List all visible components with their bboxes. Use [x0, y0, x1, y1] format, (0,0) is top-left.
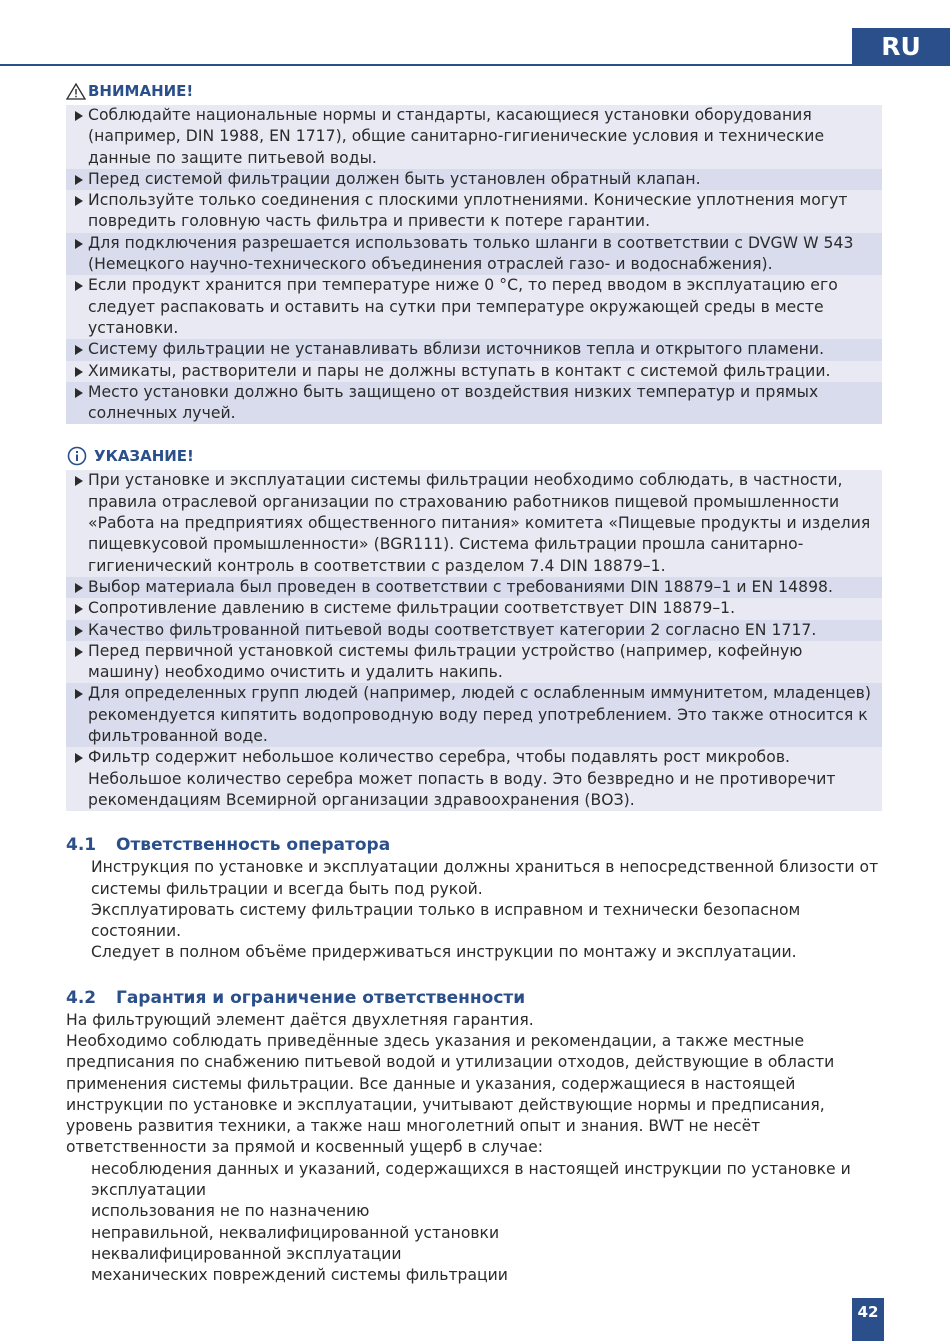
warning-heading — [66, 79, 882, 103]
note-box — [66, 470, 882, 811]
bullet-arrow-icon — [75, 239, 83, 249]
note-item — [66, 470, 882, 576]
warning-item — [66, 233, 882, 276]
bullet-arrow-icon — [75, 647, 83, 657]
page-content — [66, 79, 882, 1287]
bullet-arrow-icon — [75, 388, 83, 398]
liability-case: использования не по назначению — [91, 1202, 370, 1221]
note-item — [66, 683, 882, 747]
warranty-paragraph: На фильтрующий элемент даётся двухлетняя гарантия. — [66, 1010, 534, 1029]
note-item-text: Для определенных групп людей (например, людей с ослабленным иммунитетом, младенцев) рекомендуется кипятить водопроводную воду перед употреблением. Это также относится к фильтрованной воде. — [88, 684, 872, 746]
section-number: 4.2 — [66, 987, 97, 1008]
note-item — [66, 641, 882, 684]
warning-item — [66, 169, 882, 190]
bullet-arrow-icon — [75, 345, 83, 355]
bullet-arrow-icon — [75, 753, 83, 763]
section-4-1-line: Эксплуатировать систему фильтрации только в исправном и технически безопасном состоянии. — [91, 900, 801, 941]
warning-item — [66, 382, 882, 425]
page-number: 42 — [852, 1298, 884, 1341]
bullet-arrow-icon — [75, 604, 83, 614]
header-rule — [0, 64, 852, 66]
bullet-arrow-icon — [75, 196, 83, 206]
section-4-1-heading — [66, 833, 882, 857]
warning-item-text: Систему фильтрации не устанавливать вблизи источников тепла и открытого пламени. — [88, 340, 825, 359]
warning-item — [66, 339, 882, 360]
bullet-arrow-icon — [75, 476, 83, 486]
section-title: Ответственность оператора — [116, 835, 391, 856]
note-item-text: При установке и эксплуатации системы фильтрации необходимо соблюдать, в частности, правила отраслевой организации по страхованию работников пищевой промышленности «Работа на предприятиях общественного питания» комитета «Пищевые продукты и изделия пищевкусовой промышленности» (BGR111). Система фильтрации прошла санитарно-гигиенический контроль в соответствии с разделом 7.4 DIN 18879–1. — [88, 471, 871, 575]
section-number: 4.1 — [66, 835, 97, 856]
note-item — [66, 598, 882, 619]
warning-item — [66, 361, 882, 382]
bullet-arrow-icon — [75, 281, 83, 291]
warning-item-text: Соблюдайте национальные нормы и стандарты, касающиеся установки оборудования (например, DIN 1988, EN 1717), общие санитарно-гигиенические условия и технические данные по защите питьевой воды. — [88, 106, 825, 167]
section-title: Гарантия и ограничение ответственности — [116, 987, 526, 1008]
warning-item — [66, 190, 882, 233]
warning-box — [66, 105, 882, 424]
note-heading — [66, 444, 882, 468]
info-circle-icon — [66, 446, 92, 466]
warning-item-text: Место установки должно быть защищено от воздействия низких температур и прямых солнечных лучей. — [88, 382, 819, 423]
bullet-arrow-icon — [75, 175, 83, 185]
warning-item-text: Химикаты, растворители и пары не должны вступать в контакт с системой фильтрации. — [88, 361, 831, 380]
liability-paragraph: Необходимо соблюдать приведённые здесь указания и рекомендации, а также местные предписания по снабжению питьевой водой и утилизации отходов, действующие в области применения системы фильтрации. Все данные и указания, содержащиеся в настоящей инструкции по установке и эксплуатации, учитывают действующие нормы и предписания, уровень развития техники, а также наш многолетний опыт и знания. BWT не несёт ответственности за прямой и косвенный ущерб в случае: — [66, 1031, 835, 1157]
note-item — [66, 620, 882, 641]
warning-item-text: Перед системой фильтрации должен быть установлен обратный клапан. — [88, 169, 701, 188]
note-title: УКАЗАНИЕ! — [94, 447, 194, 466]
note-item — [66, 747, 882, 811]
warning-item — [66, 275, 882, 339]
warning-title: ВНИМАНИЕ! — [88, 82, 194, 100]
bullet-arrow-icon — [75, 367, 83, 377]
warning-triangle-icon — [66, 83, 86, 100]
note-item-text: Перед первичной установкой системы фильтрации устройство (например, кофейную машину) необходимо очистить и удалить накипь. — [88, 641, 803, 682]
note-item-text: Сопротивление давлению в системе фильтрации соответствует DIN 18879–1. — [88, 599, 736, 618]
bullet-arrow-icon — [75, 626, 83, 636]
bullet-arrow-icon — [75, 111, 83, 121]
warning-item — [66, 105, 882, 169]
liability-case: неправильной, неквалифицированной установки — [91, 1223, 500, 1242]
warning-item-text: Если продукт хранится при температуре ниже 0 °C, то перед вводом в эксплуатацию его следует распаковать и оставить на сутки при температуре окружающей среды в месте установки. — [88, 276, 838, 337]
liability-case: механических повреждений системы фильтрации — [91, 1266, 508, 1285]
section-4-2-heading — [66, 986, 882, 1010]
liability-case: несоблюдения данных и указаний, содержащихся в настоящей инструкции по установке и эксплуатации — [91, 1159, 851, 1200]
section-4-1-line: Следует в полном объёме придерживаться инструкции по монтажу и эксплуатации. — [91, 943, 797, 962]
note-item-text: Фильтр содержит небольшое количество серебра, чтобы подавлять рост микробов. Небольшое количество серебра может попасть в воду. Это безвредно и не противоречит рекомендациям Всемирной организации здравоохранения (ВОЗ). — [88, 748, 836, 809]
note-item — [66, 577, 882, 598]
section-4-1-line: Инструкция по установке и эксплуатации должны храниться в непосредственной близости от системы фильтрации и всегда быть под рукой. — [91, 858, 879, 898]
bullet-arrow-icon — [75, 689, 83, 699]
warning-item-text: Используйте только соединения с плоскими уплотнениями. Конические уплотнения могут повредить головную часть фильтра и привести к потере гарантии. — [88, 191, 848, 231]
warning-item-text: Для подключения разрешается использовать только шланги в соответствии с DVGW W 543 (Немецкого научно-технического объединения отраслей газо- и водоснабжения). — [88, 233, 854, 274]
bullet-arrow-icon — [75, 583, 83, 593]
note-item-text: Качество фильтрованной питьевой воды соответствует категории 2 согласно EN 1717. — [88, 620, 817, 639]
note-item-text: Выбор материала был проведен в соответствии с требованиями DIN 18879–1 и EN 14898. — [88, 577, 834, 596]
language-tab: RU — [852, 28, 950, 66]
liability-case: неквалифицированной эксплуатации — [91, 1244, 402, 1263]
